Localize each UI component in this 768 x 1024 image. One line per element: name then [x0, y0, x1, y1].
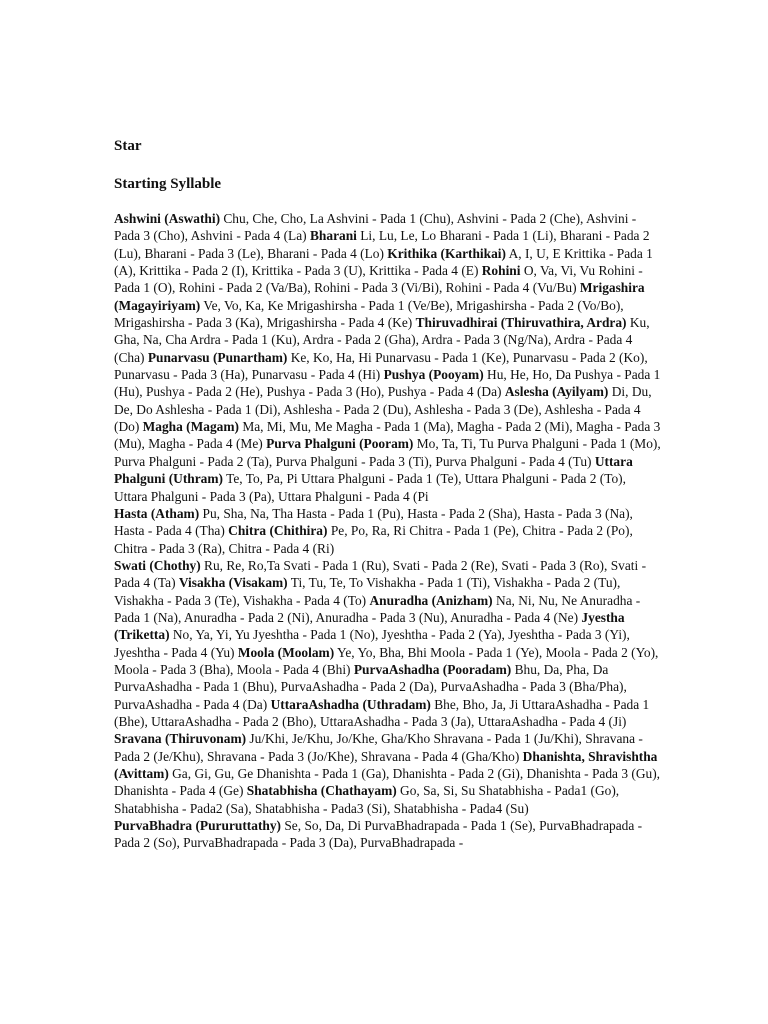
syllable-text: Di, Du, De, Do Ashlesha - Pada 1 (Di), Ashlesha - Pada 2 (Du), Ashlesha - Pada 3 (De), Ashlesha - Pada 4 (Do): [114, 384, 652, 435]
syllable-text: Te, To, Pa, Pi Uttara Phalguni - Pada 1 (Te), Uttara Phalguni - Pada 2 (To), Uttara Phalguni - Pada 3 (Pa), Uttara Phalguni - Pada 4 (Pi: [114, 471, 626, 504]
paragraph: [114, 557, 662, 817]
syllable-text: Ga, Gi, Gu, Ge Dhanishta - Pada 1 (Ga), Dhanishta - Pada 2 (Gi), Dhanishta - Pada 3 (Gu), Dhanishta - Pada 4 (Ge): [114, 766, 661, 799]
syllable-text: Se, So, Da, Di PurvaBhadrapada - Pada 1 (Se), PurvaBhadrapada - Pada 2 (So), PurvaBhadrapada - Pada 3 (Da), PurvaBhadrapada -: [114, 818, 643, 851]
star-name: Chitra (Chithira): [228, 523, 328, 539]
syllable-text: Ma, Mi, Mu, Me Magha - Pada 1 (Ma), Magha - Pada 2 (Mi), Magha - Pada 3 (Mu), Magha - Pada 4 (Me): [114, 419, 661, 452]
syllable-text: Bhe, Bho, Ja, Ji UttaraAshadha - Pada 1 (Bhe), UttaraAshadha - Pada 2 (Bho), UttaraAshadha - Pada 3 (Ja), UttaraAshadha - Pada 4 (Ji): [114, 696, 650, 729]
star-name: Ashwini (Aswathi): [114, 211, 221, 226]
heading-star: Star: [114, 138, 142, 154]
heading-starting-syllable: Starting Syllable: [114, 176, 222, 192]
syllable-text: Pu, Sha, Na, Tha Hasta - Pada 1 (Pu), Hasta - Pada 2 (Sha), Hasta - Pada 3 (Na), Hasta - Pada 4 (Tha): [114, 505, 633, 539]
syllable-text: Na, Ni, Nu, Ne Anuradha - Pada 1 (Na), Anuradha - Pada 2 (Ni), Anuradha - Pada 3 (Nu), Anuradha - Pada 4 (Ne): [114, 592, 641, 625]
syllable-text: Pe, Po, Ra, Ri Chitra - Pada 1 (Pe), Chitra - Pada 2 (Po), Chitra - Pada 3 (Ra), Chitra - Pada 4 (Ri): [114, 523, 633, 556]
paragraph: [114, 817, 662, 852]
star-name: Magha (Magam): [142, 419, 239, 435]
star-name: PurvaAshadha (Pooradam): [353, 661, 512, 677]
syllable-text: Ke, Ko, Ha, Hi Punarvasu - Pada 1 (Ke), Punarvasu - Pada 2 (Ko), Punarvasu - Pada 3 (Ha), Punarvasu - Pada 4 (Hi): [114, 349, 648, 383]
syllable-text: Ru, Re, Ro,Ta Svati - Pada 1 (Ru), Svati - Pada 2 (Re), Svati - Pada 3 (Ro), Svati - Pada 4 (Ta): [114, 557, 647, 591]
star-name: Visakha (Visakam): [178, 575, 288, 591]
star-name: Aslesha (Ayilyam): [504, 384, 609, 400]
star-name: Anuradha (Anizham): [369, 592, 493, 608]
syllable-text: Ku, Gha, Na, Cha Ardra - Pada 1 (Ku), Ardra - Pada 2 (Gha), Ardra - Pada 3 (Ng/Na), Ardra - Pada 4 (Cha): [114, 315, 650, 365]
syllable-text: Mo, Ta, Ti, Tu Purva Phalguni - Pada 1 (Mo), Purva Phalguni - Pada 2 (Ta), Purva Phalguni - Pada 3 (Ti), Purva Phalguni - Pada 4 (Tu): [114, 436, 661, 469]
syllable-text: Bhu, Da, Pha, Da PurvaAshadha - Pada 1 (Bhu), PurvaAshadha - Pada 2 (Da), PurvaAshadha - Pada 3 (Bha/Pha), PurvaAshadha - Pada 4 (Da): [114, 661, 627, 712]
star-name: Moola (Moolam): [237, 644, 335, 660]
syllable-text: Hu, He, Ho, Da Pushya - Pada 1 (Hu), Pushya - Pada 2 (He), Pushya - Pada 3 (Ho), Pushya - Pada 4 (Da): [114, 367, 661, 400]
star-name: Sravana (Thiruvonam): [114, 731, 247, 747]
syllable-text: O, Va, Vi, Vu Rohini - Pada 1 (O), Rohini - Pada 2 (Va/Ba), Rohini - Pada 3 (Vi/Bi), Rohini - Pada 4 (Vu/Bu): [114, 263, 643, 296]
star-name: Dhanishta, Shravishtha (Avittam): [114, 748, 658, 781]
syllable-text: Ve, Vo, Ka, Ke Mrigashirsha - Pada 1 (Ve/Be), Mrigashirsha - Pada 2 (Vo/Bo), Mrigashirsha - Pada 3 (Ka), Mrigashirsha - Pada 4 (Ke): [114, 297, 624, 331]
star-name: Rohini: [481, 263, 521, 279]
star-name: Thiruvadhirai (Thiruvathira, Ardra): [415, 315, 627, 331]
star-name: PurvaBhadra (Pururuttathy): [114, 818, 282, 834]
star-name: Jyestha (Triketta): [114, 609, 625, 643]
star-name: Krithika (Karthikai): [387, 245, 506, 261]
syllable-text: Chu, Che, Cho, La Ashvini - Pada 1 (Chu), Ashvini - Pada 2 (Che), Ashvini - Pada 3 (Cho), Ashvini - Pada 4 (La): [114, 211, 637, 244]
star-name: Purva Phalguni (Pooram): [266, 436, 414, 452]
star-name: Uttara Phalguni (Uthram): [114, 453, 633, 487]
syllable-text: Li, Lu, Le, Lo Bharani - Pada 1 (Li), Bharani - Pada 2 (Lu), Bharani - Pada 3 (Le), Bharani - Pada 4 (Lo): [114, 228, 650, 261]
star-name: UttaraAshadha (Uthradam): [270, 696, 431, 712]
syllable-text: Ti, Tu, Te, To Vishakha - Pada 1 (Ti), Vishakha - Pada 2 (Tu), Vishakha - Pada 3 (Te), Vishakha - Pada 4 (To): [114, 575, 621, 608]
star-name: Hasta (Atham): [114, 505, 200, 521]
star-name: Bharani: [310, 228, 357, 244]
star-name: Punarvasu (Punartham): [147, 349, 288, 365]
syllable-text: Ye, Yo, Bha, Bhi Moola - Pada 1 (Ye), Moola - Pada 2 (Yo), Moola - Pada 3 (Bha), Moola - Pada 4 (Bhi): [114, 644, 659, 677]
paragraph: [114, 210, 662, 505]
star-name: Mrigashira (Magayiriyam): [114, 280, 645, 313]
nakshatra-syllable-list: [114, 210, 662, 852]
star-name: Swati (Chothy): [114, 557, 201, 573]
star-name: Shatabhisha (Chathayam): [246, 783, 397, 799]
paragraph: [114, 505, 662, 557]
syllable-text: No, Ya, Yi, Yu Jyeshtha - Pada 1 (No), Jyeshtha - Pada 2 (Ya), Jyeshtha - Pada 3 (Yi), Jyeshtha - Pada 4 (Yu): [114, 627, 630, 660]
syllable-text: Ju/Khi, Je/Khu, Jo/Khe, Gha/Kho Shravana - Pada 1 (Ju/Khi), Shravana - Pada 2 (Je/Khu), Shravana - Pada 3 (Jo/Khe), Shravana - Pada 4 (Gha/Kho): [114, 731, 643, 764]
syllable-text: Go, Sa, Si, Su Shatabhisha - Pada1 (Go), Shatabhisha - Pada2 (Sa), Shatabhisha - Pada3 (Si), Shatabhisha - Pada4 (Su): [114, 783, 620, 816]
syllable-text: A, I, U, E Krittika - Pada 1 (A), Krittika - Pada 2 (I), Krittika - Pada 3 (U), Krittika - Pada 4 (E): [114, 245, 653, 279]
star-name: Pushya (Pooyam): [383, 367, 484, 383]
